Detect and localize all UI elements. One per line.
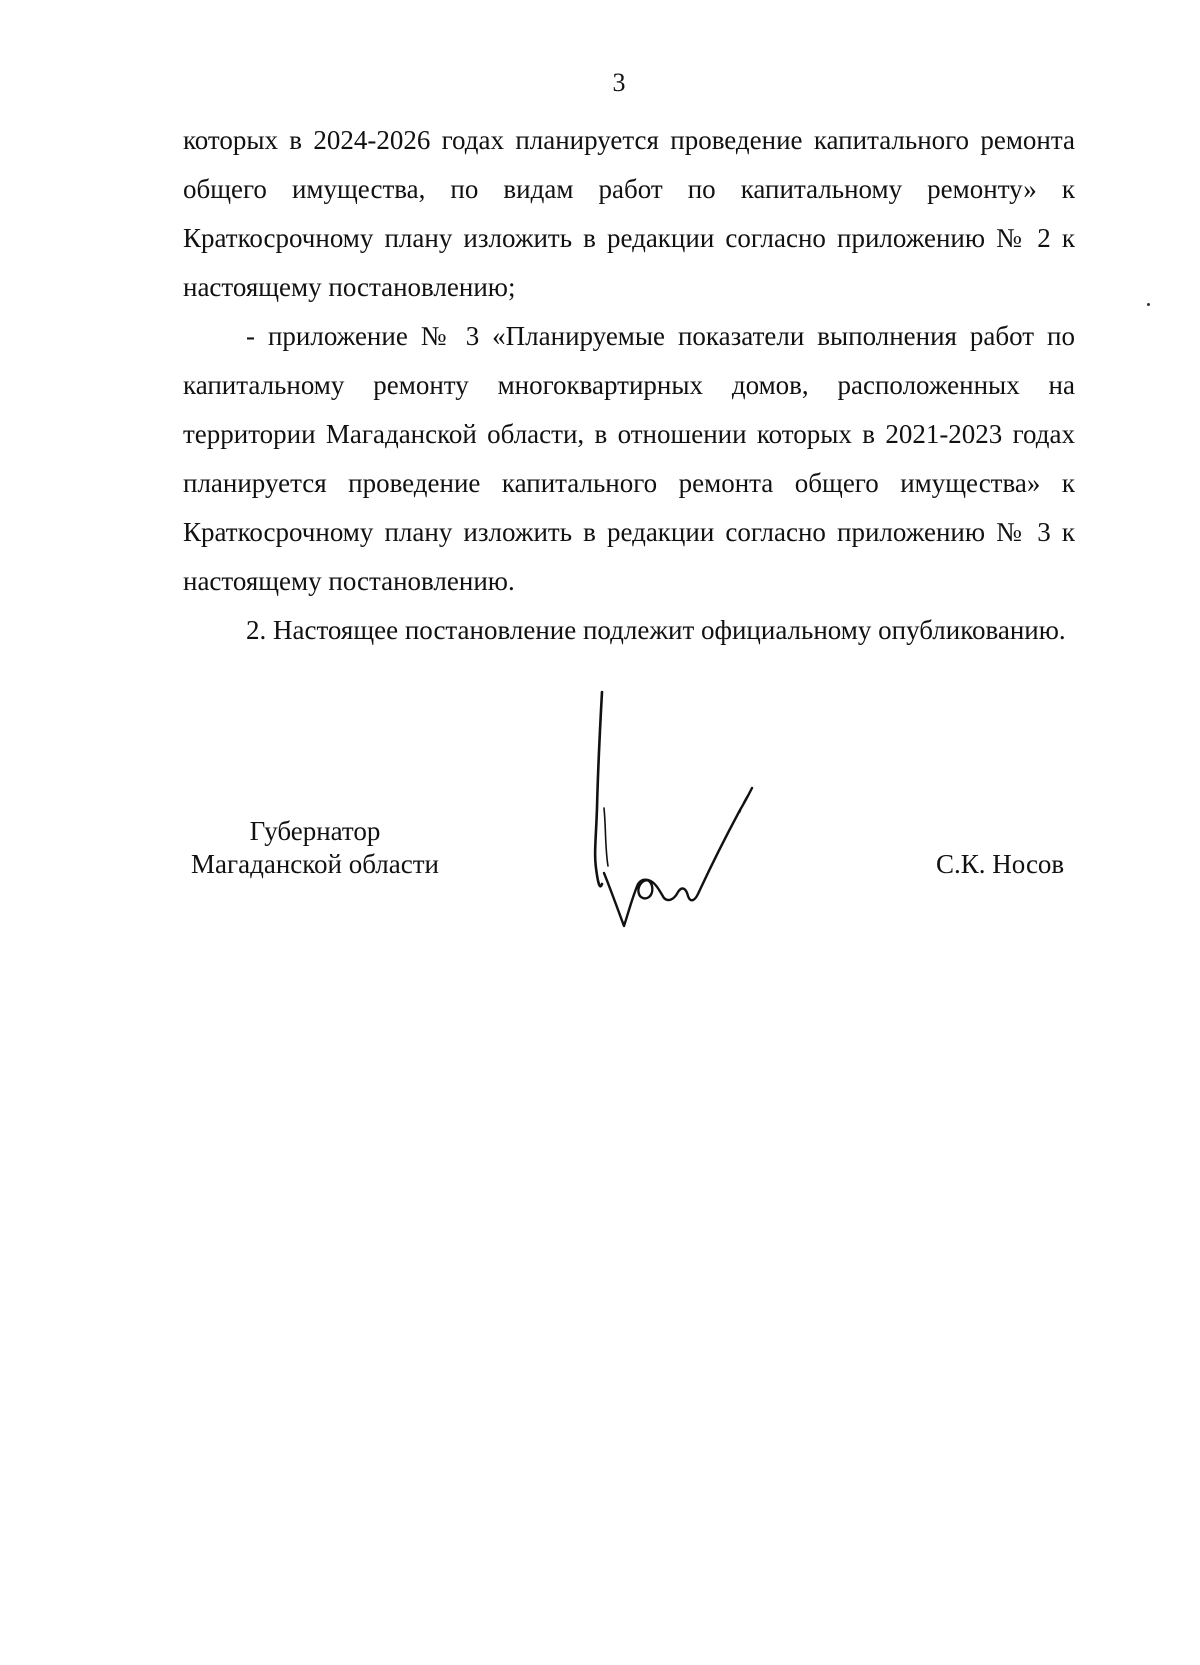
paragraph-appendix-2-continuation: которых в 2024-2026 годах планируется проведение капитального ремонта общего имущества, по видам работ по капитальному ремонту» к Краткосрочному плану изложить в редакции согласно приложению № 2 к настоящему постановлению; bbox=[183, 125, 1075, 302]
signatory-name: С.К. Носов bbox=[936, 849, 1065, 879]
document-body bbox=[183, 116, 1075, 655]
signatory-position-line2: Магаданской области bbox=[191, 849, 439, 879]
paragraph-appendix-3: - приложение № 3 «Планируемые показатели выполнения работ по капитальному ремонту многоквартирных домов, расположенных на территории Магаданской области, в отношении которых в 2021-2023 годах планируется проведение капитального ремонта общего имущества» к Краткосрочному плану изложить в редакции согласно приложению № 3 к настоящему постановлению. bbox=[183, 321, 1075, 596]
signatory-position bbox=[180, 815, 450, 881]
scan-speck bbox=[1147, 303, 1150, 306]
handwritten-signature bbox=[590, 688, 770, 938]
signatory-position-line1: Губернатор bbox=[249, 816, 381, 846]
page-number: 3 bbox=[612, 68, 626, 97]
paragraph-publication: 2. Настоящее постановление подлежит официальному опубликованию. bbox=[246, 615, 1066, 645]
